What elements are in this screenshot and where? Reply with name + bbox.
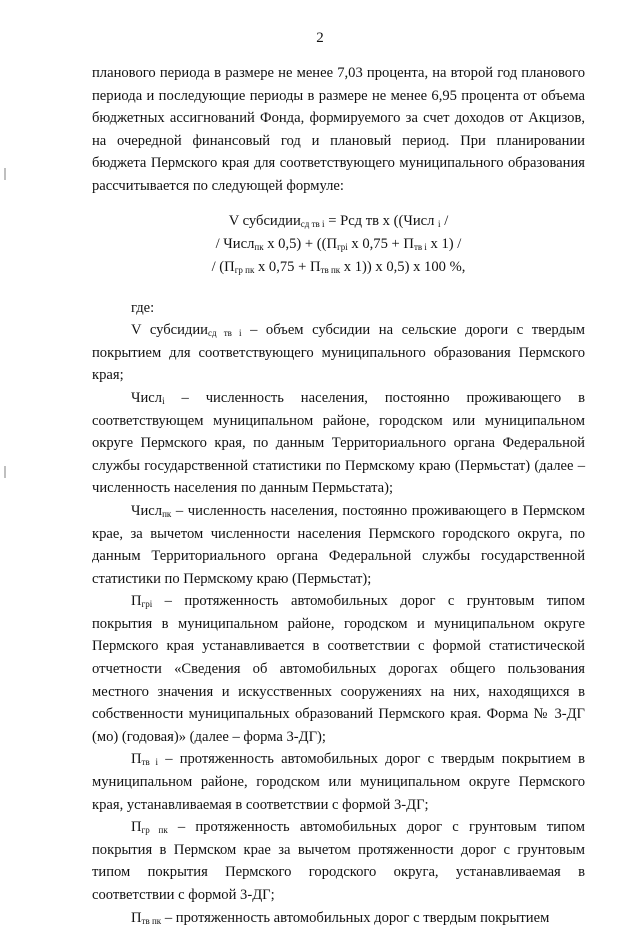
definition-paved-roads-i: $П_{тв i}$ – протяженность автомобильных дорог с твердым покрытием в муниципальном районе, городском или муниципальном округе Пермского края, устанавливаемая в соответствии с формой 3-ДГ; (92, 751, 585, 813)
definition-paved-roads-pk: $П_{тв пк}$ – протяженность автомобильных дорог с твердым покрытием (131, 909, 550, 926)
definition-population-pk: Числ$_{пк}$ – численность населения, постоянно проживающего в Пермском крае, за вычетом численности населения Пермского городского округа, по данным Территориального органа Федеральной службы государственной статистики по Пермскому краю (Пермьстат); (92, 502, 585, 587)
margin-mark-top (4, 168, 6, 180)
formula-line-1: V субсидии$_{сд тв i}$ = Рсд тв х ((Числ $_i$ / (228, 212, 449, 229)
where-label: где: (131, 299, 155, 316)
margin-mark-bottom (4, 466, 6, 478)
intro-paragraph: планового периода в размере не менее 7,03 процента, на второй год планового периода и последующие периоды в размере не менее 6,95 процента от объема бюджетных ассигнований Фонда, формируемого за счет доходов от Акцизов, на очередной финансовый год и плановый период. При планировании бюджета Пермского края для соответствующего муниципального образования рассчитывается по следующей формуле: (92, 65, 585, 194)
formula-line-2: / Числ$_{пк}$ х $0,5) + ((П_{грi}$ х $0,75 + П_{тв i}$ х 1) / (215, 235, 462, 252)
definition-population-i: Числ$_i$ – численность населения, постоянно проживающего в соответствующем муниципальном районе, городском или муниципальном округе Пермского края, по данным Территориального органа Федеральной службы государственной статистики по Пермскому краю (Пермьстат) (далее – численность населения по данным Пермьстата); (92, 389, 585, 497)
page-number: 2 (316, 30, 324, 46)
formula-line-3: / ($П_{гр пк}$ х $0,75 + П_{тв пк}$ х 1)) х 0,5) х 100 %, (211, 258, 466, 275)
definition-v-subsidy: V субсидии$_{сд тв i}$ – объем субсидии на сельские дороги с твердым покрытием для соответствующего муниципального образования Пермского края; (92, 322, 585, 384)
subsidy-formula (92, 210, 585, 279)
definition-dirt-roads-i: $П_{грi}$ – протяженность автомобильных дорог с грунтовым типом покрытия в муниципальном районе, городском и муниципальном округе Пермского края устанавливается в соответствии с формой статистической отчетности «Сведения об автомобильных дорогах общего пользования местного значения и искусственных сооружениях на них, находящихся в собственности муниципальных образований Пермского края. Форма № 3-ДГ (мо) (годовая)» (далее – форма 3-ДГ); (92, 593, 585, 745)
definition-dirt-roads-pk: $П_{гр пк}$ – протяженность автомобильных дорог с грунтовым типом покрытия в Пермском крае за вычетом протяженности дорог с грунтовым типом покрытия Пермского городского округа, устанавливаемая в соответствии с формой 3-ДГ; (92, 819, 585, 903)
document-body (92, 62, 585, 929)
